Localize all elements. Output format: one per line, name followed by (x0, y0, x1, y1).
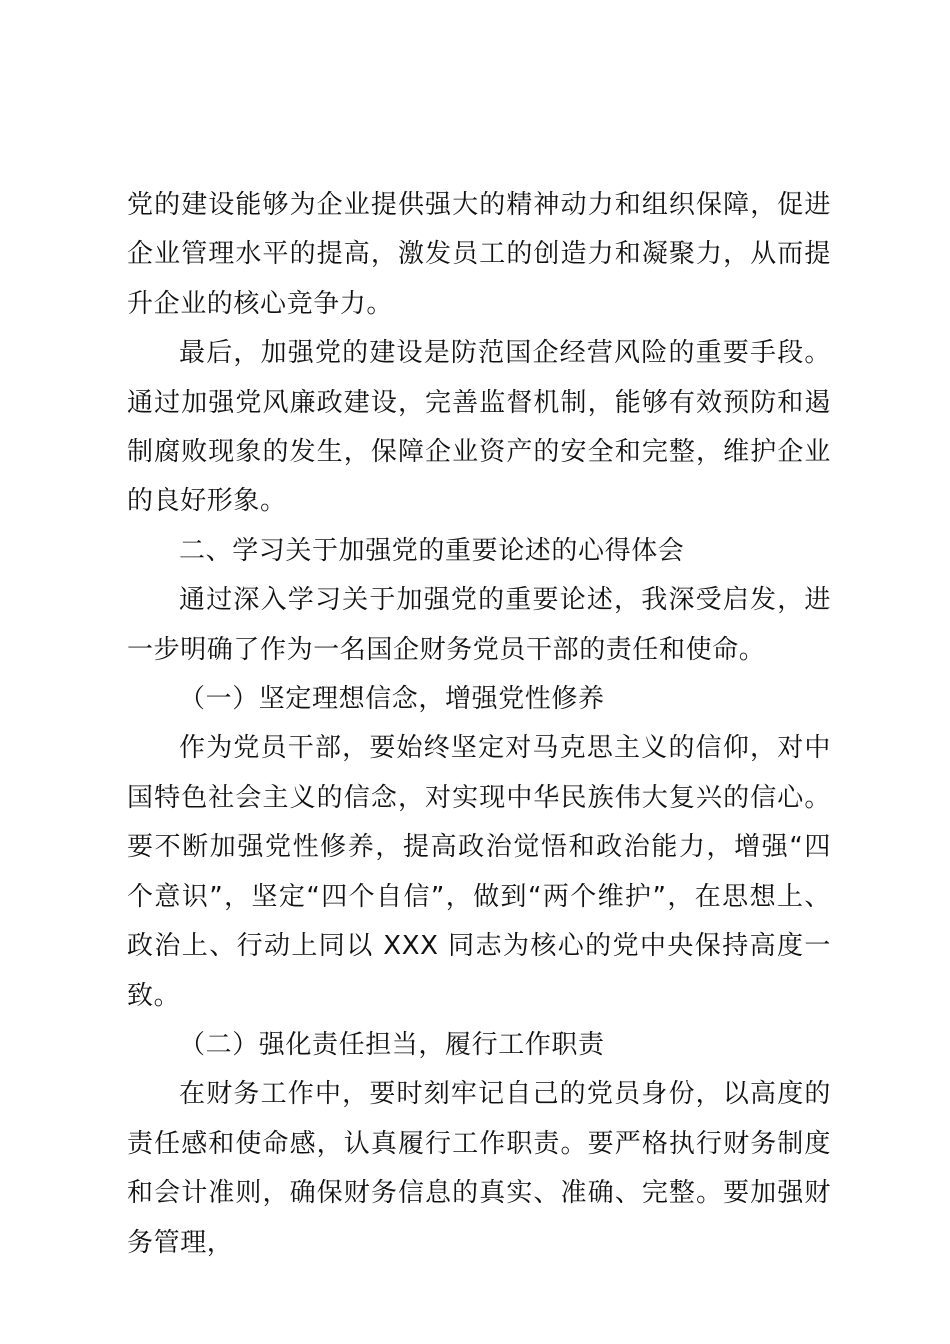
paragraph-intro: 通过深入学习关于加强党的重要论述，我深受启发，进一步明确了作为一名国企财务党员干部的责任和使命。 (127, 585, 831, 665)
paragraph-responsibility: 在财务工作中，要时刻牢记自己的党员身份，以高度的责任感和使命感，认真履行工作职责。要严格执行财务制度和会计准则，确保财务信息的真实、准确、完整。要加强财务管理， (127, 1079, 831, 1258)
subheading-2: （二）强化责任担当，履行工作职责 (179, 1029, 605, 1060)
document-body (127, 181, 831, 1268)
subheading-1: （一）坚定理想信念，增强党性修养 (179, 684, 605, 715)
paragraph-ideals: 作为党员干部，要始终坚定对马克思主义的信仰，对中国特色社会主义的信念，对实现中华民族伟大复兴的信心。要不断加强党性修养，提高政治觉悟和政治能力，增强“四个意识”，坚定“四个自信”，做到“两个维护”，在思想上、政治上、行动上同以 XXX 同志为核心的党中央保持高度一致。 (127, 733, 831, 1011)
section-heading-2: 二、学习关于加强党的重要论述的心得体会 (179, 535, 685, 566)
paragraph-finally: 最后，加强党的建设是防范国企经营风险的重要手段。通过加强党风廉政建设，完善监督机制，能够有效预防和遏制腐败现象的发生，保障企业资产的安全和完整，维护企业的良好形象。 (127, 338, 831, 517)
paragraph-continuation: 党的建设能够为企业提供强大的精神动力和组织保障，促进企业管理水平的提高，激发员工的创造力和凝聚力，从而提升企业的核心竞争力。 (127, 190, 831, 319)
